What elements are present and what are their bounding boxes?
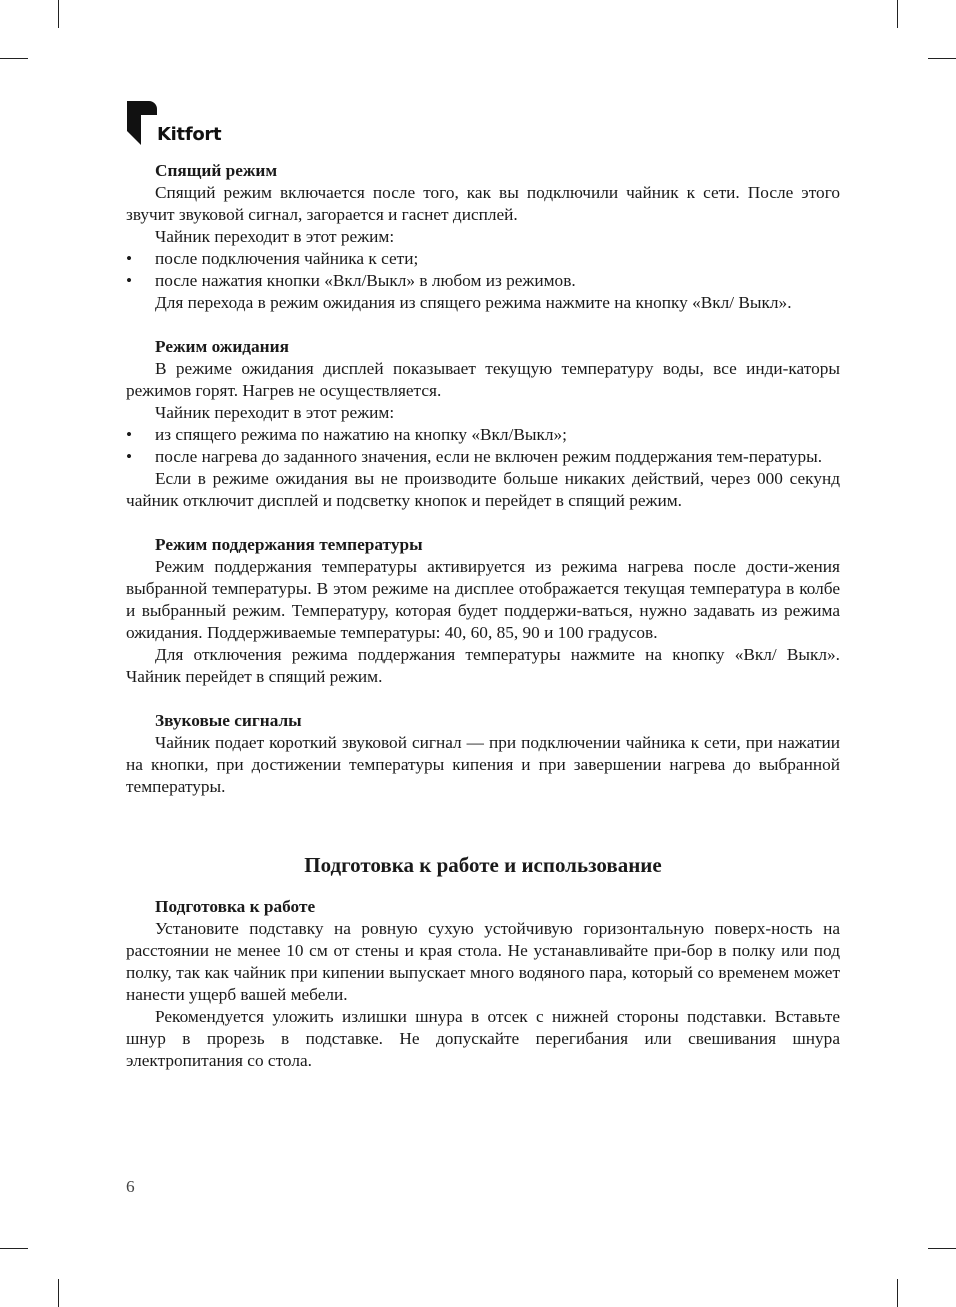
paragraph: Рекомендуется уложить излишки шнура в отсек с нижней стороны подставки. Вставьте шнур в прорезь в подставке. Не допускайте перегибания или свешивания шнура электропитания со стола.: [126, 1007, 840, 1070]
list-item: • после нагрева до заданного значения, если не включен режим поддержания тем-пературы.: [126, 446, 840, 468]
section-title: Подготовка к работе: [155, 897, 316, 916]
section-title: Звуковые сигналы: [155, 711, 302, 730]
list-item: • из спящего режима по нажатию на кнопку «Вкл/Выкл»;: [126, 424, 840, 446]
brand-logo: [127, 101, 237, 147]
list-item: • после подключения чайника к сети;: [126, 248, 840, 270]
crop-mark: [928, 1248, 956, 1249]
paragraph: Для отключения режима поддержания температуры нажмите на кнопку «Вкл/ Выкл». Чайник перейдет в спящий режим.: [126, 645, 840, 686]
crop-mark: [0, 1248, 28, 1249]
paragraph: Режим поддержания температуры активируется из режима нагрева после дости-жения выбранной температуры. В этом режиме на дисплее отображается текущая температура в колбе и выбранный режим. Температуру, которая будет поддержи-ваться, нужно задавать из режима ожидания. Поддерживаемые температуры: 40, 60, 85, 90 и 100 градусов.: [126, 557, 840, 642]
section-sleep-mode: [126, 160, 840, 314]
crop-mark: [58, 0, 59, 28]
paragraph: В режиме ожидания дисплей показывает текущую температуру воды, все инди-каторы режимов горят. Нагрев не осуществляется.: [126, 359, 840, 400]
section-standby-mode: [126, 336, 840, 512]
crop-mark: [897, 0, 898, 28]
crop-mark: [928, 58, 956, 59]
bullet-list: [126, 248, 840, 292]
crop-mark: [897, 1279, 898, 1307]
section-title: Спящий режим: [155, 161, 278, 180]
bullet-list: [126, 424, 840, 468]
chapter-title: Подготовка к работе и использование: [304, 853, 662, 877]
paragraph: Чайник переходит в этот режим:: [155, 403, 395, 422]
crop-mark: [58, 1279, 59, 1307]
page-number: 6: [126, 1177, 135, 1196]
paragraph: Для перехода в режим ожидания из спящего режима нажмите на кнопку «Вкл/ Выкл».: [155, 293, 792, 312]
list-item: • после нажатия кнопки «Вкл/Выкл» в любом из режимов.: [126, 270, 840, 292]
paragraph: Чайник подает короткий звуковой сигнал — при подключении чайника к сети, при нажатии на кнопки, при достижении температуры кипения и при завершении нагрева до выбранной температуры.: [126, 733, 840, 796]
paragraph: Чайник переходит в этот режим:: [155, 227, 395, 246]
kitfort-logo-icon: [127, 101, 157, 145]
section-keep-warm-mode: [126, 534, 840, 688]
section-sound-signals: [126, 710, 840, 798]
brand-name: Kitfort: [157, 124, 222, 145]
crop-mark: [0, 58, 28, 59]
section-title: Режим ожидания: [155, 337, 289, 356]
document-body: [126, 160, 840, 1072]
section-preparation: [126, 896, 840, 1072]
paragraph: Спящий режим включается после того, как вы подключили чайник к сети. После этого звучит звуковой сигнал, загорается и гаснет дисплей.: [126, 183, 840, 224]
paragraph: Установите подставку на ровную сухую устойчивую горизонтальную поверх-ность на расстоянии не менее 10 см от стены и края стола. Не устанавливайте при-бор в полку или под полку, так как чайник при кипении выпускает много водяного пара, который со временем может нанести ущерб вашей мебели.: [126, 919, 840, 1004]
section-title: Режим поддержания температуры: [155, 535, 423, 554]
paragraph: Если в режиме ожидания вы не производите больше никаких действий, через 000 секунд чайник отключит дисплей и подсветку кнопок и перейдет в спящий режим.: [126, 469, 840, 510]
